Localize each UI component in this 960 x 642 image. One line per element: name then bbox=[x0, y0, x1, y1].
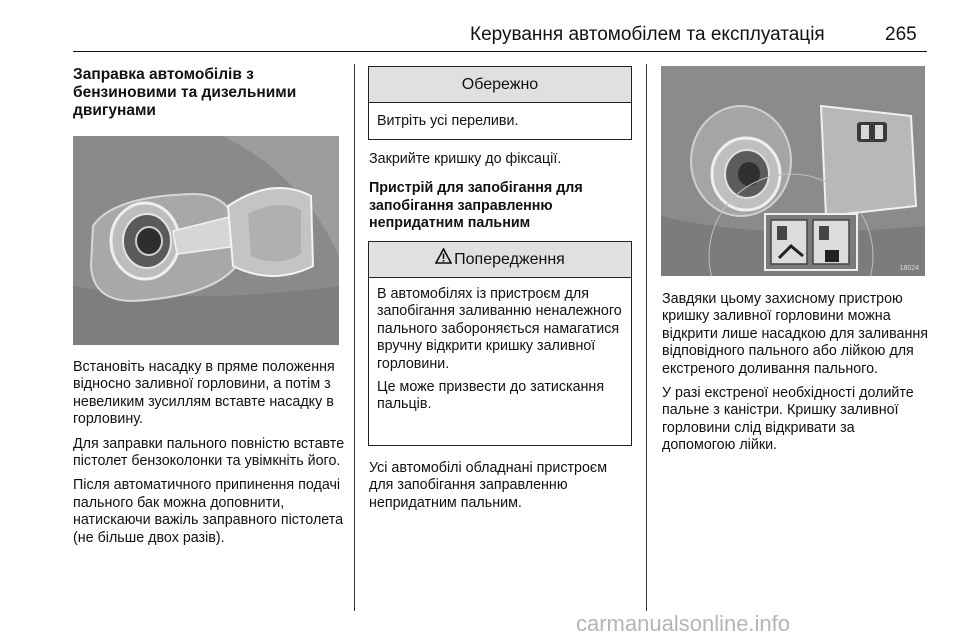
paragraph: Це може призвести до затискання пальців. bbox=[377, 379, 605, 413]
paragraph: Для заправки пального повністю вставте пістолет бензоколонки та увімкніть його. bbox=[73, 435, 345, 470]
fuel-filler-flap-illustration bbox=[73, 136, 339, 345]
section-heading: Заправка автомобілів з бензиновими та дизельними двигунами bbox=[73, 66, 297, 119]
running-header: Керування автомобілем та експлуатація bbox=[470, 24, 825, 45]
left-column-text bbox=[73, 359, 345, 554]
watermark: carmanualsonline.info bbox=[576, 611, 791, 636]
caution-text: Витріть усі переливи. bbox=[377, 113, 519, 129]
figure-code: 18024 bbox=[899, 265, 919, 272]
middle-column-text-2 bbox=[369, 460, 631, 519]
fuel-filler-drawing bbox=[73, 136, 339, 345]
paragraph: В автомобілях із пристроєм для запобігання заливанню неналежного пального забороняється намагатися вручну відкрити кришку заливної горловини. bbox=[377, 286, 622, 372]
warning-title: Попередження bbox=[454, 251, 565, 268]
middle-column-text bbox=[369, 151, 634, 237]
right-column-text bbox=[662, 291, 930, 462]
warning-box bbox=[368, 241, 632, 446]
paragraph: У разі екстреної необхідності долийте пальне з каністри. Кришку заливної горловини слід відкривати за допомогою лійки. bbox=[662, 385, 914, 454]
capless-filler-illustration bbox=[661, 66, 925, 276]
paragraph: Встановіть насадку в пряме положення відносно заливної горловини, а потім з невеликим зусиллям вставте насадку в горловину. bbox=[73, 359, 335, 428]
page-number: 265 bbox=[885, 24, 917, 45]
warning-triangle-icon bbox=[435, 242, 452, 277]
column-divider bbox=[646, 64, 647, 611]
caution-box bbox=[368, 66, 632, 140]
column-divider bbox=[354, 64, 355, 611]
header-rule bbox=[73, 51, 927, 52]
subheading: Пристрій для запобігання для запобігання заправленню непридатним пальним bbox=[369, 180, 583, 232]
warning-header bbox=[369, 242, 631, 278]
warning-body bbox=[369, 278, 631, 428]
paragraph: Усі автомобілі обладнані пристроєм для запобігання заправленню непридатним пальним. bbox=[369, 460, 608, 511]
paragraph: Після автоматичного припинення подачі пального бак можна доповнити, натискаючи важіль заправного пістолета (не більше двох разів). bbox=[73, 477, 344, 546]
capless-filler-drawing bbox=[661, 66, 925, 276]
paragraph: Закрийте кришку до фіксації. bbox=[369, 151, 562, 167]
paragraph: Завдяки цьому захисному пристрою кришку заливної горловини можна відкрити лише насадкою для заливання відповідного пального або лійкою для екстреного доливання пального. bbox=[662, 291, 929, 377]
left-column bbox=[73, 66, 343, 120]
caution-title: Обережно bbox=[369, 67, 631, 103]
